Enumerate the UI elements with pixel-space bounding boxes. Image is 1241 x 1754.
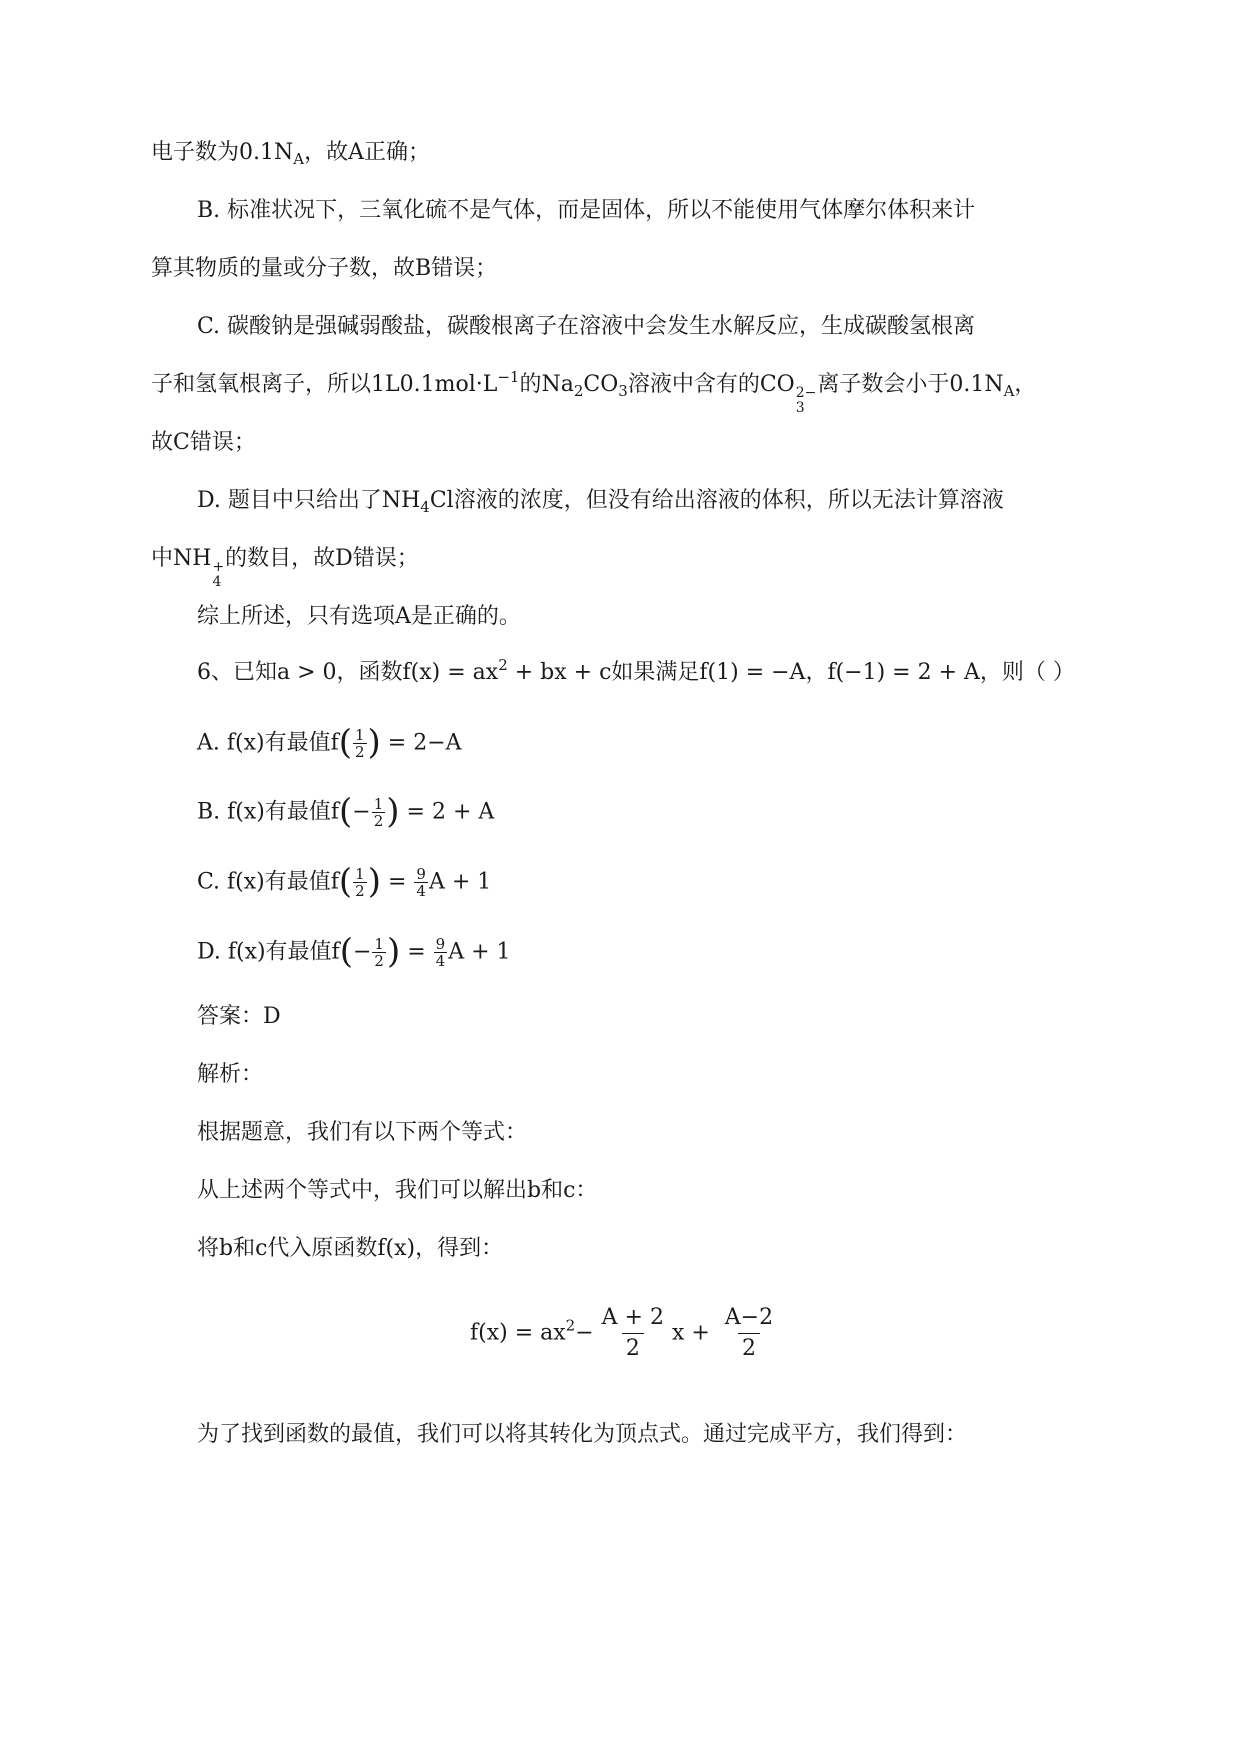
text-line [197,1118,527,1148]
text-segment: 溶液中含有的CO [627,372,795,397]
left-paren: ( [339,791,353,832]
numerator: 1 [373,795,384,813]
summary-line [197,602,521,632]
text-segment: 为了找到函数的最值，我们可以将其转化为顶点式。通过完成平方，我们得到： [197,1422,968,1447]
option-b [197,791,495,832]
text-segment: 解析： [197,1062,264,1087]
right-paren: ) [386,791,400,832]
question-6 [197,658,1075,688]
fraction [372,936,386,969]
text-segment: CO [583,372,619,397]
text-segment: A + 1 [428,869,492,895]
subscript: 4 [212,574,222,590]
superscript: 2− [795,385,817,401]
fraction [721,1303,777,1364]
superscript: + [212,559,225,575]
text-line [197,1176,597,1206]
fraction [598,1303,668,1364]
fraction [434,936,448,969]
subscript: A [293,150,305,168]
minus-sign: − [352,939,372,965]
text-segment: 离子数会小于0.1N [817,372,1004,397]
numerator: A + 2 [601,1305,664,1330]
denominator: 2 [355,882,365,900]
text-segment: 根据题意，我们有以下两个等式： [197,1120,528,1145]
numerator: A−2 [724,1305,774,1330]
text-segment: 电子数为0.1N [151,140,294,165]
option-a [197,722,462,763]
analysis-heading [197,1060,263,1090]
text-segment: 答案：D [197,1004,281,1029]
superscript: 2 [498,656,508,674]
denominator: 4 [416,882,426,900]
option-b-explanation [197,196,975,226]
text-segment: C. 碳酸钠是强碱弱酸盐，碳酸根离子在溶液中会发生水解反应，生成碳酸氢根离 [197,314,976,339]
text-line [151,138,430,168]
text-segment: 将b和c代入原函数f(x)，得到： [197,1236,504,1261]
denominator: 4 [435,952,446,970]
denominator: 2 [622,1333,644,1364]
text-segment: = 2−A [380,730,462,756]
answer-line [197,1002,281,1032]
text-segment: 故C错误； [151,430,256,455]
numerator: 9 [435,935,446,953]
left-paren: ( [339,931,353,972]
text-segment: A. f(x)有最值f [197,730,339,756]
option-d-explanation [197,486,1004,516]
left-paren: ( [338,861,353,902]
numerator: 9 [416,865,426,883]
subscript: 2 [573,382,584,400]
numerator: 1 [355,865,365,883]
text-segment: 中NH [151,546,212,571]
subscript: A [1003,382,1015,400]
text-segment: D. f(x)有最值f [197,939,340,965]
text-segment: C. f(x)有最值f [197,869,339,895]
fraction [353,727,367,760]
equation-display [470,1303,781,1364]
option-c [197,861,492,902]
text-segment: ，故A正确； [304,140,430,165]
denominator: 2 [738,1333,760,1364]
superscript: −1 [497,368,520,386]
text-segment: 综上所述，只有选项A是正确的。 [197,604,521,629]
subscript: 3 [795,400,805,416]
text-segment: f(x) = ax [470,1320,566,1346]
fraction [353,866,367,899]
text-segment: 的数目，故D错误； [225,546,419,571]
text-segment: = [400,939,433,965]
numerator: 1 [374,935,384,953]
superscript: 2 [565,1316,576,1335]
text-segment: B. 标准状况下，三氧化硫不是气体，而是固体，所以不能使用气体摩尔体积来计 [197,198,976,223]
text-line [197,1420,967,1450]
text-segment: D. 题目中只给出了NH [197,488,421,513]
text-line [197,1234,503,1264]
text-segment: ， [1014,372,1037,397]
right-paren: ) [367,861,381,902]
denominator: 2 [373,812,384,830]
text-segment: x + [671,1320,717,1346]
minus-sign: − [352,799,371,825]
denominator: 2 [374,952,384,970]
text-line [151,370,1036,416]
text-segment: B. f(x)有最值f [197,799,340,825]
text-segment: = [380,869,414,895]
option-c-explanation [197,312,975,342]
right-paren: ) [386,931,401,972]
text-segment: Cl溶液的浓度，但没有给出溶液的体积，所以无法计算溶液 [429,488,1004,513]
text-line [151,544,419,590]
text-segment: 从上述两个等式中，我们可以解出b和c： [197,1178,598,1203]
text-segment: = 2 + A [399,799,495,825]
minus-sign: − [575,1320,594,1346]
subscript: 3 [618,382,628,400]
fraction [414,866,428,899]
numerator: 1 [355,726,365,744]
right-paren: ) [367,722,381,763]
text-segment: 子和氢氧根离子，所以1L0.1mol·L [151,372,498,397]
denominator: 2 [355,743,365,761]
text-segment: 算其物质的量或分子数，故B错误； [151,256,498,281]
text-segment: + bx + c如果满足f(1) = −A，f(−1) = 2 + A，则（ ） [507,660,1075,685]
text-line [151,428,256,458]
ion-charge [796,386,817,416]
option-d [197,931,511,972]
subscript: 4 [420,498,430,516]
text-segment: 6、已知a > 0，函数f(x) = ax [197,660,499,685]
ion-charge [212,560,224,590]
text-segment: A + 1 [448,939,511,965]
left-paren: ( [338,722,352,763]
fraction [372,796,386,829]
text-segment: 的Na [519,372,574,397]
text-line [151,254,497,284]
